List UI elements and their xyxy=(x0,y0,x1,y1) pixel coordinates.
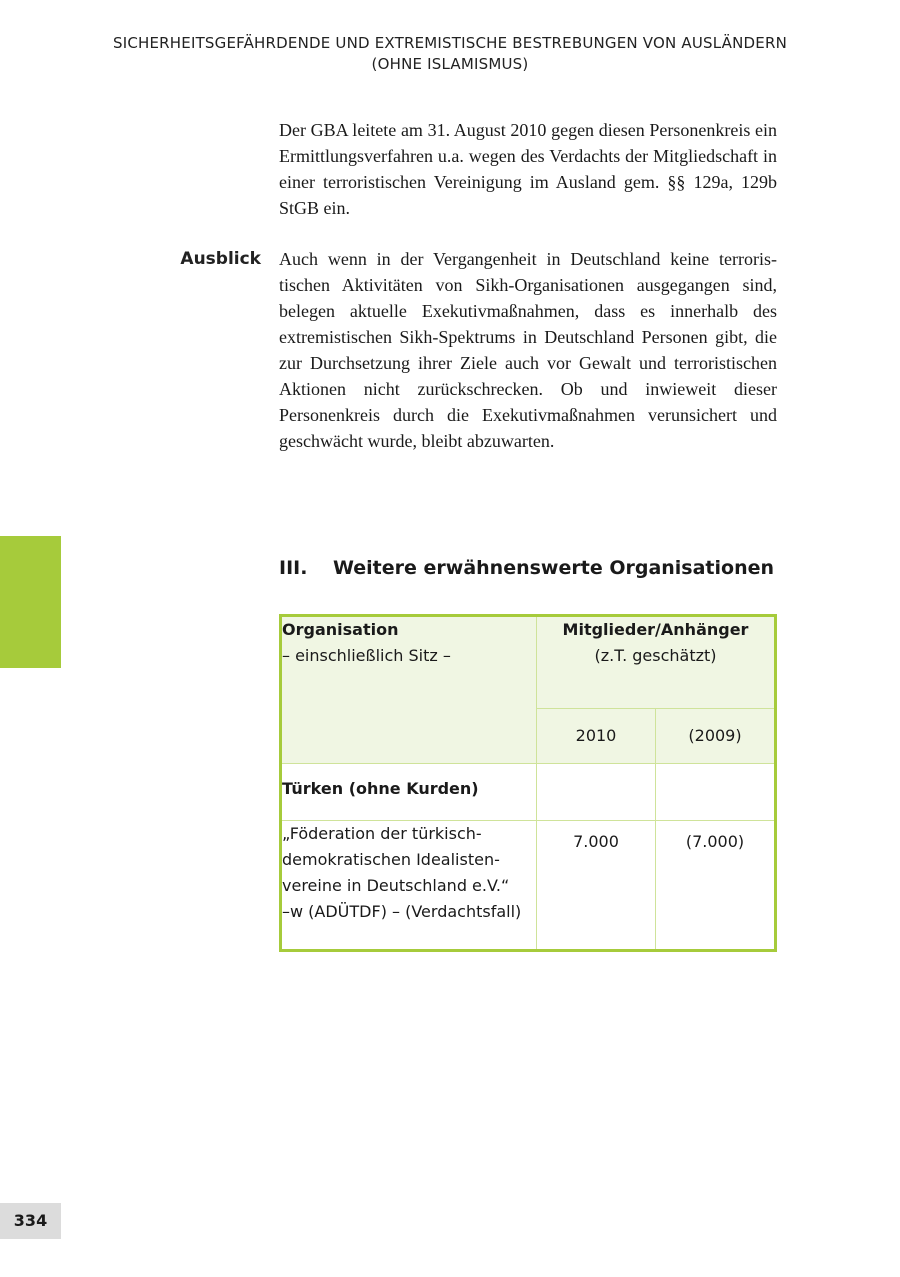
organisations-table xyxy=(279,614,777,952)
section-title: Weitere erwähnenswerte Organisationen xyxy=(333,557,775,579)
table-group-row xyxy=(281,764,776,821)
org-name-cell xyxy=(281,821,537,951)
header-members-subtitle: (z.T. geschätzt) xyxy=(594,646,717,665)
table-header-row xyxy=(281,616,776,709)
header-organisation-title: Organisation xyxy=(282,620,399,639)
header-cell-members xyxy=(537,616,776,709)
body-paragraph-2: Auch wenn in der Vergangenheit in Deutschland keine terroristischen Aktivitäten von Sikh-Organisationen ausgegangen sind, belegen aktuelle Exekutivmaßnahmen, dass es innerhalb des extremistischen Sikh-Spektrums in Deutschland Personen gibt, die zur Durchsetzung ihrer Ziele auch vor Gewalt und terroristischen Aktionen nicht zurückschrecken. Ob und inwieweit dieser Personenkreis durch die Exekutivmaßnahmen verunsichert und geschwächt wurde, bleibt abzuwarten. xyxy=(279,249,777,451)
header-cell-organisation xyxy=(281,616,537,764)
running-header xyxy=(0,33,900,75)
section-number: III. xyxy=(279,557,308,579)
value-2010: 7.000 xyxy=(537,821,656,951)
group-empty-cell-2009 xyxy=(656,764,776,821)
group-empty-cell-2010 xyxy=(537,764,656,821)
org-name-line-3: vereine in Deutschland e.V.“ xyxy=(282,876,510,895)
value-2009: (7.000) xyxy=(656,821,776,951)
table-row xyxy=(281,821,776,951)
org-name-line-4: –w (ADÜTDF) – (Verdachtsfall) xyxy=(282,902,522,921)
header-members-title: Mitglieder/Anhänger xyxy=(562,620,749,639)
org-name-line-1: „Föderation der türkisch- xyxy=(282,824,482,843)
header-organisation-subtitle: – einschließlich Sitz – xyxy=(282,646,451,665)
header-year-current: 2010 xyxy=(537,709,656,764)
org-name-line-2: demokratischen Idealisten- xyxy=(282,850,500,869)
group-label: Türken (ohne Kurden) xyxy=(281,764,537,821)
page-number: 334 xyxy=(13,1211,48,1230)
margin-label-ausblick: Ausblick xyxy=(180,249,261,269)
section-heading xyxy=(279,554,774,582)
header-year-previous: (2009) xyxy=(656,709,776,764)
running-header-line-2: (OHNE ISLAMISMUS) xyxy=(371,55,529,73)
chapter-side-tab xyxy=(0,536,61,668)
body-paragraph-1: Der GBA leitete am 31. August 2010 gegen diesen Personenkreis ein Ermittlungsverfahren u.a. wegen des Verdachts der Mitgliedschaft in einer terroristischen Vereinigung im Ausland gem. §§ 129a, 129b StGB ein. xyxy=(279,120,777,218)
running-header-line-1: SICHERHEITSGEFÄHRDENDE UND EXTREMISTISCHE BESTREBUNGEN VON AUSLÄNDERN xyxy=(112,34,788,52)
